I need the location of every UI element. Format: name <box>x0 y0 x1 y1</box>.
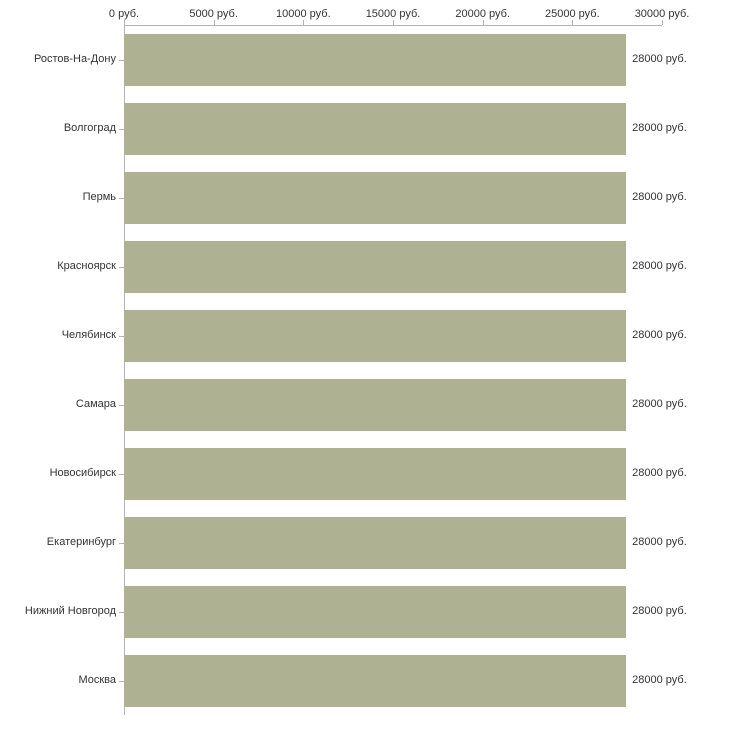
category-label: Москва <box>78 673 116 686</box>
bar[interactable] <box>124 517 626 569</box>
bar[interactable] <box>124 241 626 293</box>
bar-value-label: 28000 руб. <box>632 121 687 134</box>
x-tick-label: 5000 руб. <box>189 8 238 20</box>
category-label: Нижний Новгород <box>24 604 116 617</box>
x-tick-label: 30000 руб. <box>634 8 690 20</box>
bar-value-label: 28000 руб. <box>632 604 687 617</box>
bar-value-label: 28000 руб. <box>632 535 687 548</box>
x-tick-label: 25000 руб. <box>545 8 600 20</box>
x-tick-label: 10000 руб. <box>276 8 331 20</box>
bar-row[interactable] <box>124 448 662 500</box>
x-tick-label: 20000 руб. <box>455 8 510 20</box>
bar-value-label: 28000 руб. <box>632 52 687 65</box>
bar-row[interactable] <box>124 379 662 431</box>
bar-row[interactable] <box>124 241 662 293</box>
bar[interactable] <box>124 655 626 707</box>
bar[interactable] <box>124 379 626 431</box>
bar-value-label: 28000 руб. <box>632 328 687 341</box>
bar[interactable] <box>124 586 626 638</box>
category-label: Челябинск <box>61 328 116 341</box>
bar-row[interactable] <box>124 172 662 224</box>
bar-row[interactable] <box>124 586 662 638</box>
bar[interactable] <box>124 103 626 155</box>
category-label: Новосибирск <box>49 466 116 479</box>
category-label: Самара <box>75 397 116 410</box>
bar-row[interactable] <box>124 310 662 362</box>
category-label: Ростов-На-Дону <box>33 52 116 65</box>
bar[interactable] <box>124 34 626 86</box>
bar[interactable] <box>124 172 626 224</box>
bar-row[interactable] <box>124 34 662 86</box>
bar-value-label: 28000 руб. <box>632 466 687 479</box>
x-tick-label: 0 руб. <box>108 8 140 20</box>
bar-value-label: 28000 руб. <box>632 190 687 203</box>
x-tick-mark <box>662 20 663 25</box>
category-label: Волгоград <box>63 121 116 134</box>
category-label: Пермь <box>82 190 116 203</box>
category-label: Красноярск <box>57 259 116 272</box>
bar[interactable] <box>124 310 626 362</box>
bar[interactable] <box>124 448 626 500</box>
bar-row[interactable] <box>124 103 662 155</box>
plot-area <box>124 25 662 715</box>
category-label: Екатеринбург <box>46 535 116 548</box>
bar-row[interactable] <box>124 517 662 569</box>
bar-value-label: 28000 руб. <box>632 397 687 410</box>
bar-value-label: 28000 руб. <box>632 259 687 272</box>
bar-row[interactable] <box>124 655 662 707</box>
bar-value-label: 28000 руб. <box>632 673 687 686</box>
x-tick-label: 15000 руб. <box>365 8 421 20</box>
